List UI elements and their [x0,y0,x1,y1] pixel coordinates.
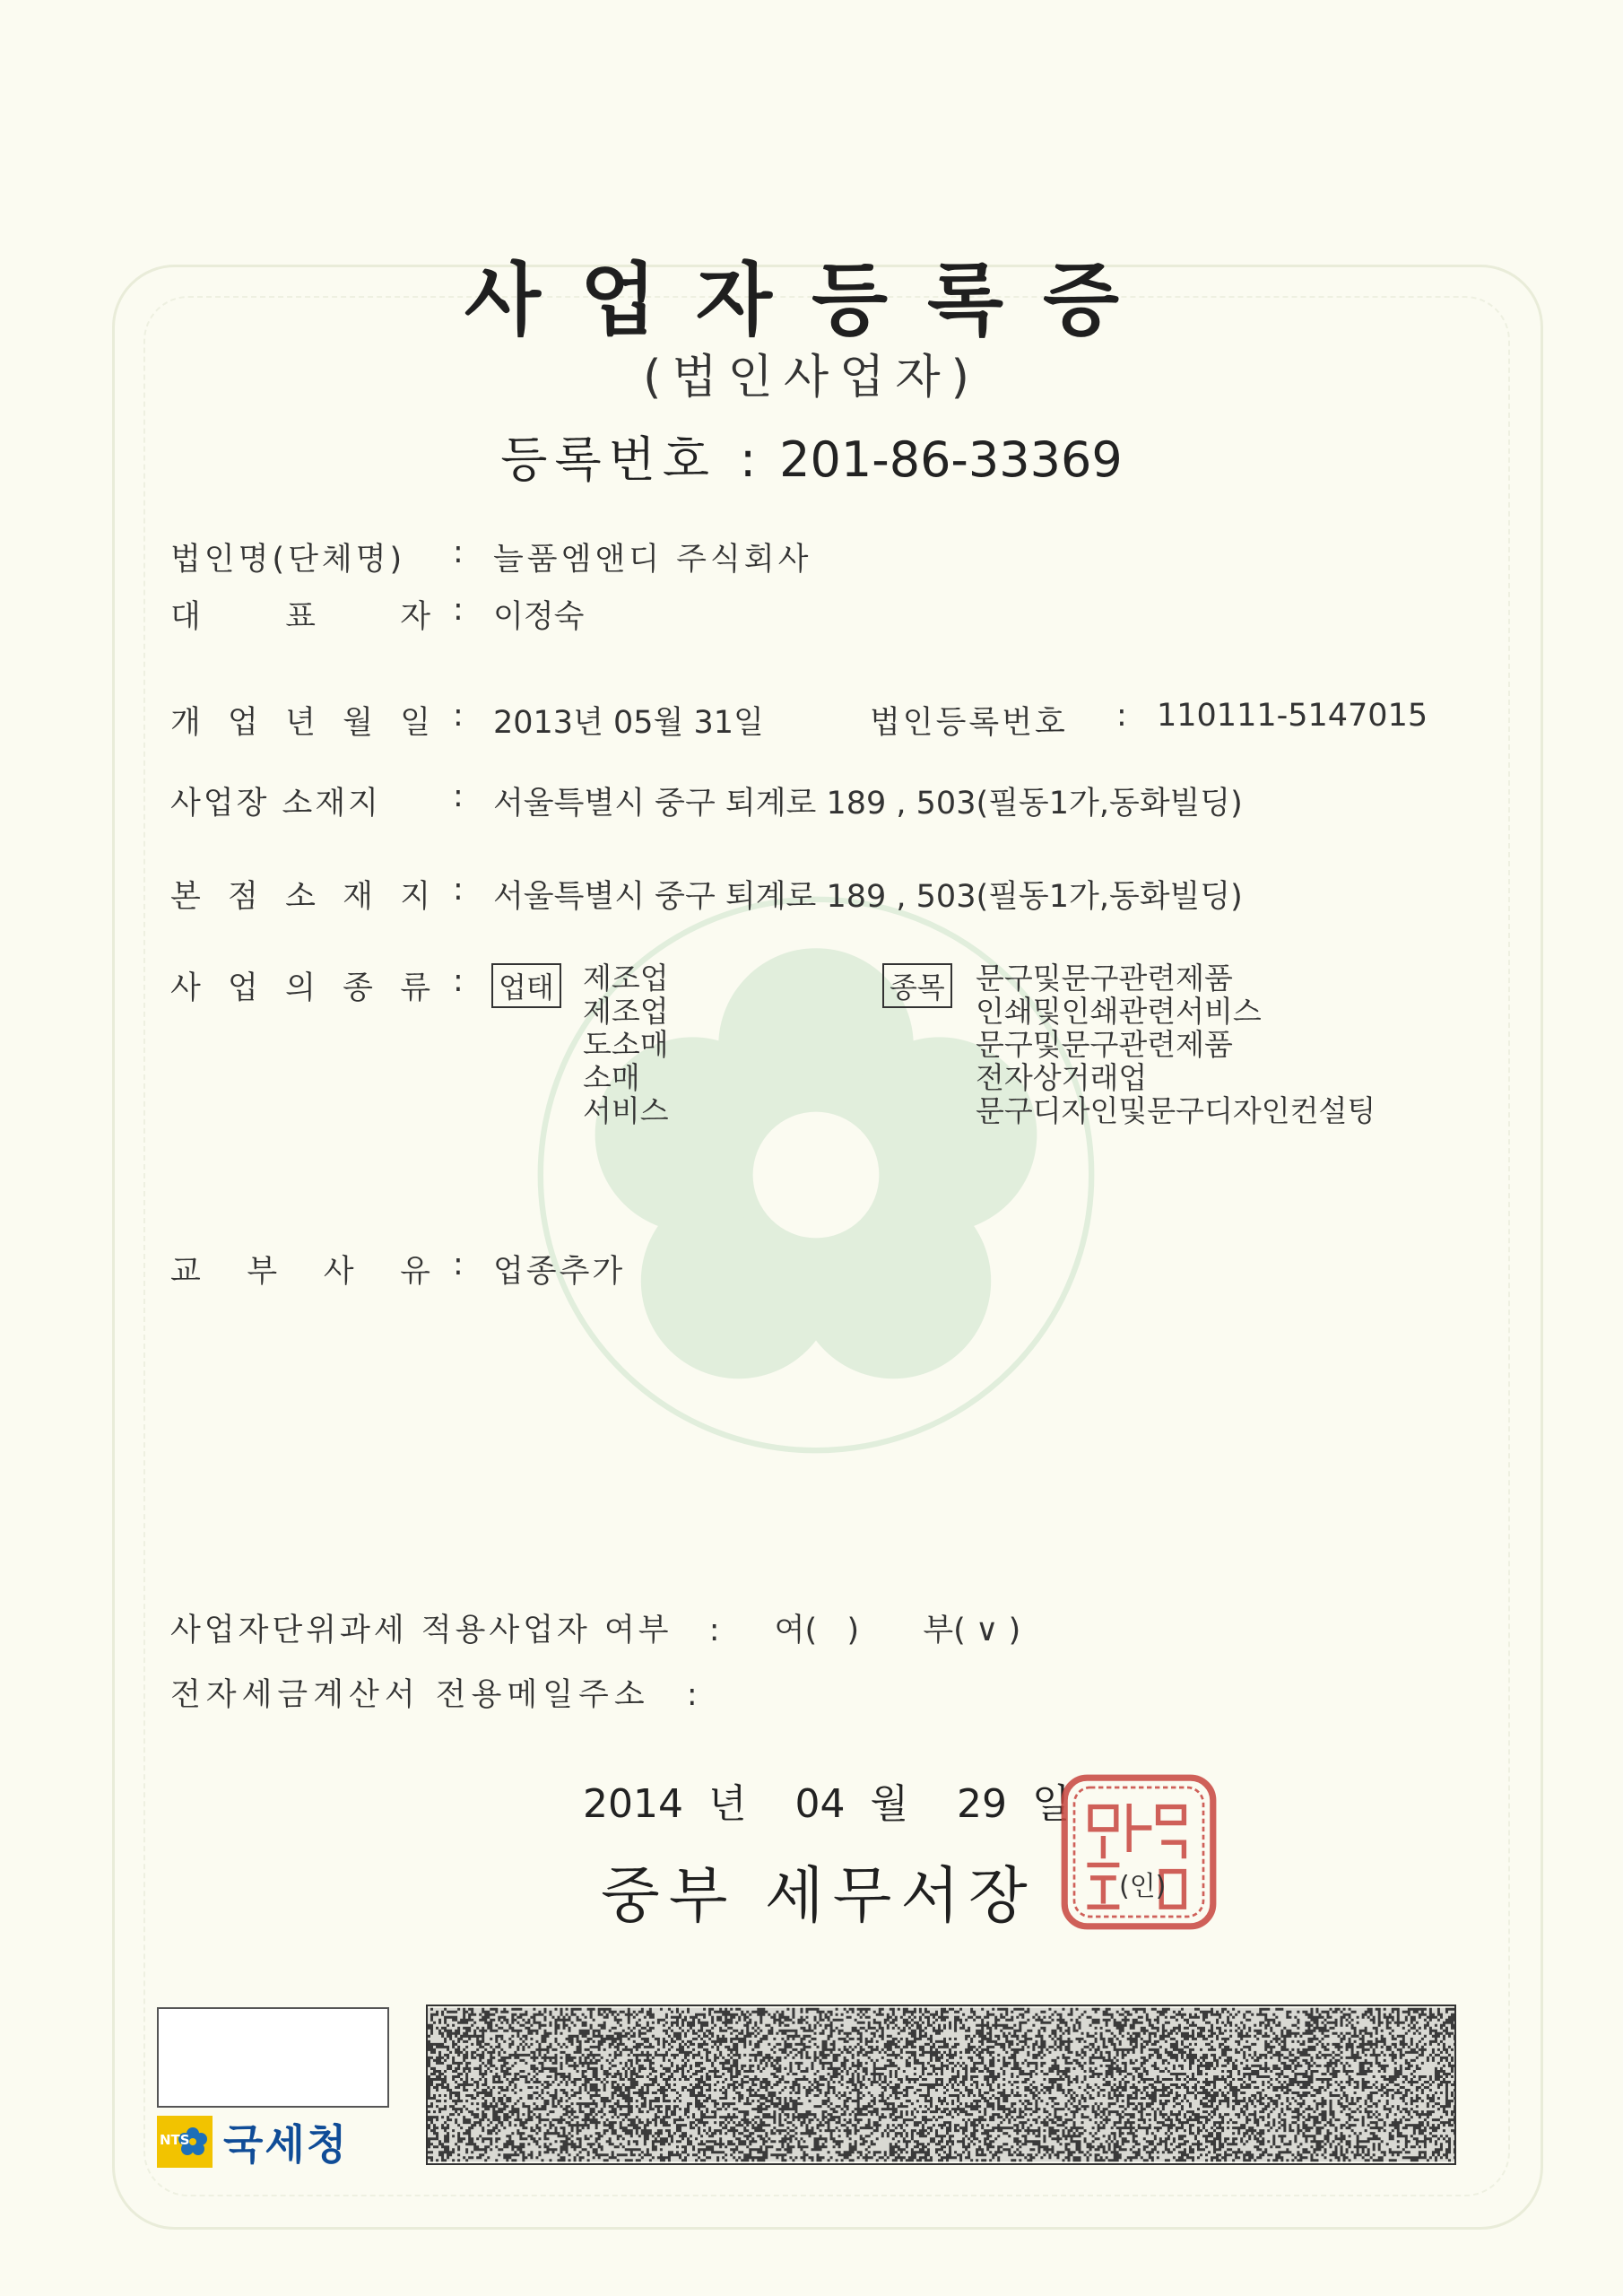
colon: : [453,778,464,814]
label-char: 업 [228,705,258,741]
label-char: 업 [228,970,258,1006]
colon: : [453,698,464,734]
nts-logo [157,2112,348,2171]
list-item: 문구및문구관련제품 [976,1027,1233,1062]
issue-day: 29 [957,1781,1008,1827]
colon: : [453,592,464,628]
label-char: 대 [170,599,201,635]
label-char: 점 [228,879,258,915]
issue-day-unit: 일 [1032,1781,1071,1827]
list-item: 문구및문구관련제품 [976,961,1233,996]
registration-number-line [0,422,1623,491]
nts-name: 국세청 [223,2120,349,2169]
representative-label [170,592,430,637]
item-tag: 종목 [882,963,952,1008]
nts-badge-text: NTS [160,2132,190,2148]
label-char: 재 [343,879,373,915]
corp-reg-no-value: 110111-5147015 [1157,698,1428,734]
open-date-label [170,698,430,743]
label-char: 유 [400,1254,430,1290]
blank-box [157,2007,389,2108]
label-char: 부 [247,1254,278,1290]
corp-reg-no-label: 법인등록번호 [870,705,1068,741]
list-item: 서비스 [583,1093,669,1128]
label-char: 년 [285,705,316,741]
business-address-label: 사업장 소재지 [170,786,381,822]
colon: : [453,535,464,570]
issuing-office: 중부 세무서장 [601,1861,1037,1932]
business-type-label [170,963,430,1008]
business-item-list [976,961,1376,1127]
business-category-list [583,961,669,1127]
issue-year: 2014 [583,1781,683,1827]
official-seal-stamp [1058,1771,1219,1933]
list-item: 제조업 [583,994,669,1029]
document-title: 사업자등록증 [464,254,1159,346]
nts-flower-icon [157,2116,213,2168]
list-item: 제조업 [583,961,669,996]
label-char: 월 [343,705,373,741]
colon: : [1116,698,1127,734]
unit-tax-label: 사업자단위과세 적용사업자 여부 [170,1613,673,1648]
head-office-label [170,872,430,917]
document-subtitle: (법인사업자) [643,351,980,404]
seal-mark-text: (인) [1119,1871,1167,1902]
list-item: 도소매 [583,1027,669,1062]
head-office-value: 서울특별시 중구 퇴계로 189 , 503(필동1가,동화빌딩) [493,879,1243,915]
unit-tax-colon: : [708,1613,720,1648]
issue-year-unit: 년 [707,1781,747,1827]
row-unit-tax [170,1605,1020,1650]
issue-month: 04 [794,1781,846,1827]
label-char: 사 [170,970,201,1006]
registration-number: 201-86-33369 [779,431,1123,488]
registration-number-label: 등록번호 [500,431,716,488]
unit-tax-no: 부( ∨ ) [923,1613,1021,1648]
category-tag: 업태 [491,963,561,1008]
label-char: 지 [400,879,430,915]
list-item: 인쇄및인쇄관련서비스 [976,994,1262,1029]
label-char: 본 [170,879,201,915]
label-char: 교 [170,1254,201,1290]
label-char: 종 [343,970,373,1006]
list-item: 소매 [583,1060,640,1095]
list-item: 전자상거래업 [976,1060,1148,1095]
list-item: 문구디자인및문구디자인컨설팅 [976,1093,1376,1128]
label-char: 사 [323,1254,354,1290]
issue-reason-label [170,1247,430,1292]
colon: : [453,872,464,908]
colon: : [453,963,464,999]
row-email [170,1670,698,1715]
label-char: 일 [400,705,430,741]
representative-value: 이정숙 [493,599,585,635]
email-colon: : [686,1677,698,1713]
colon: : [453,1247,464,1283]
unit-tax-yes: 여( ) [774,1613,860,1648]
open-date-value: 2013년 05월 31일 [493,705,764,741]
2d-security-barcode [426,2005,1456,2165]
email-label: 전자세금계산서 전용메일주소 [170,1677,650,1713]
label-char: 표 [285,599,316,635]
registration-colon: : [739,431,757,488]
label-char: 자 [400,599,430,635]
corp-name-value: 늘품엠앤디 주식회사 [493,542,812,578]
label-char: 개 [170,705,201,741]
issue-date [583,1771,1071,1829]
issue-reason-value: 업종추가 [493,1254,626,1290]
label-char: 의 [285,970,316,1006]
issue-month-unit: 월 [870,1781,909,1827]
label-char: 류 [400,970,430,1006]
business-address-value: 서울특별시 중구 퇴계로 189 , 503(필동1가,동화빌딩) [493,786,1243,822]
corp-name-label: 법인명(단체명) [170,542,406,578]
label-char: 소 [285,879,316,915]
